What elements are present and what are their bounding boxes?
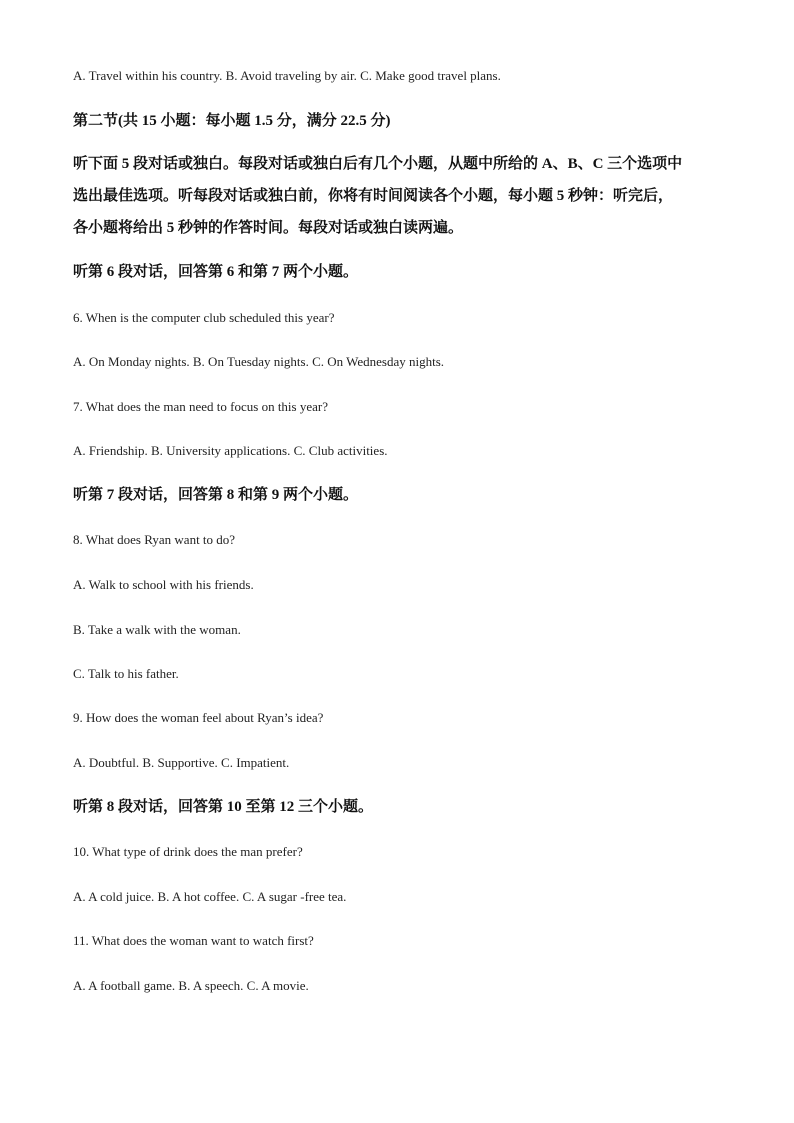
question-10: 10. What type of drink does the man prefer? <box>73 844 303 859</box>
question-8: 8. What does Ryan want to do? <box>73 532 236 547</box>
dialog-6-heading: 听第 6 段对话，回答第 6 和第 7 两个小题。 <box>73 264 359 280</box>
question-10-options: A. A cold juice. B. A hot coffee. C. A sugar -free tea. <box>73 889 347 904</box>
question-8-option-c: C. Talk to his father. <box>73 666 179 681</box>
question-9: 9. How does the woman feel about Ryan’s idea? <box>73 710 324 725</box>
question-11: 11. What does the woman want to watch first? <box>73 933 314 948</box>
instructions-line-1: 听下面 5 段对话或独白。每段对话或独白后有几个小题，从题中所给的 A、B、C 三个选项中 <box>73 156 683 172</box>
section-heading: 第二节(共 15 小题：每小题 1.5 分，满分 22.5 分) <box>73 113 391 129</box>
question-9-options: A. Doubtful. B. Supportive. C. Impatient. <box>73 755 290 770</box>
question-7: 7. What does the man need to focus on this year? <box>73 399 328 414</box>
dialog-7-heading: 听第 7 段对话，回答第 8 和第 9 两个小题。 <box>73 487 359 503</box>
instructions-line-2: 选出最佳选项。听每段对话或独白前，你将有时间阅读各个小题，每小题 5 秒钟：听完后， <box>73 188 674 204</box>
instructions-line-3: 各小题将给出 5 秒钟的作答时间。每段对话或独白读两遍。 <box>73 220 464 236</box>
question-8-option-b: B. Take a walk with the woman. <box>73 622 241 637</box>
question-6: 6. When is the computer club scheduled this year? <box>73 310 335 325</box>
dialog-8-heading: 听第 8 段对话，回答第 10 至第 12 三个小题。 <box>73 799 374 815</box>
question-8-option-a: A. Walk to school with his friends. <box>73 577 254 592</box>
question-6-options: A. On Monday nights. B. On Tuesday nights. C. On Wednesday nights. <box>73 354 445 369</box>
question-11-options: A. A football game. B. A speech. C. A movie. <box>73 978 309 993</box>
question-7-options: A. Friendship. B. University applications. C. Club activities. <box>73 443 388 458</box>
q5-options: A. Travel within his country. B. Avoid traveling by air. C. Make good travel plans. <box>73 68 501 83</box>
